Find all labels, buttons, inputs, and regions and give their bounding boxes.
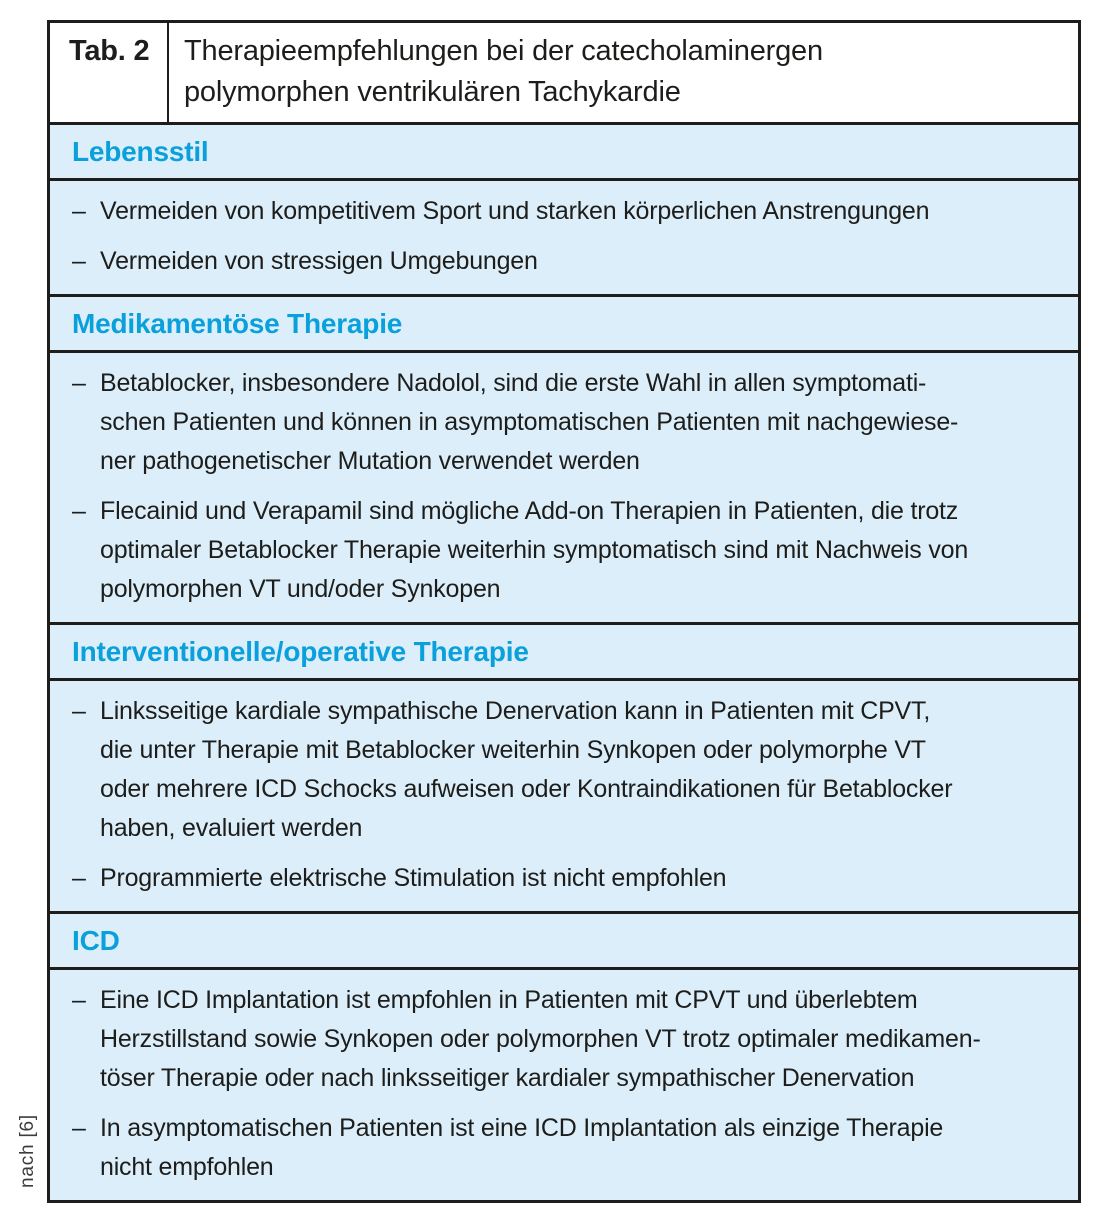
list-item-text bbox=[100, 192, 1062, 231]
list-item bbox=[72, 981, 1062, 1098]
list-item-line: Flecainid und Verapamil sind mögliche Add-on Therapien in Patienten, die trotz bbox=[100, 497, 959, 525]
dash-bullet: – bbox=[72, 247, 86, 275]
section-body-medikamentoese-therapie bbox=[50, 350, 1078, 622]
table-title-line-2: polymorphen ventrikulären Tachykardie bbox=[184, 76, 681, 108]
list-item-line: oder mehrere ICD Schocks aufweisen oder Kontraindikationen für Betablocker bbox=[100, 775, 953, 803]
table-title bbox=[169, 23, 1078, 122]
list-item-text bbox=[100, 859, 1062, 898]
list-item-line: Programmierte elektrische Stimulation ist nicht empfohlen bbox=[100, 864, 727, 892]
list-item-line: polymorphen VT und/oder Synkopen bbox=[100, 575, 501, 603]
list-item-line: die unter Therapie mit Betablocker weiterhin Synkopen oder polymorphe VT bbox=[100, 736, 926, 764]
dash-bullet: – bbox=[72, 369, 86, 397]
list-item bbox=[72, 192, 1062, 231]
list-item bbox=[72, 859, 1062, 898]
dash-bullet: – bbox=[72, 197, 86, 225]
section-header-medikamentoese-therapie: Medikamentöse Therapie bbox=[50, 294, 1078, 350]
table-title-line-1: Therapieempfehlungen bei der catecholaminergen bbox=[184, 35, 823, 67]
list-item-text bbox=[100, 1109, 1062, 1187]
table-label: Tab. 2 bbox=[50, 23, 169, 122]
section-body-icd bbox=[50, 967, 1078, 1200]
list-item-text bbox=[100, 364, 1062, 481]
list-item-line: haben, evaluiert werden bbox=[100, 814, 363, 842]
list-item bbox=[72, 364, 1062, 481]
list-item bbox=[72, 1109, 1062, 1187]
list-item-line: In asymptomatischen Patienten ist eine ICD Implantation als einzige Therapie bbox=[100, 1114, 944, 1142]
list-item-line: optimaler Betablocker Therapie weiterhin symptomatisch sind mit Nachweis von bbox=[100, 536, 969, 564]
list-item bbox=[72, 242, 1062, 281]
list-item-line: ner pathogenetischer Mutation verwendet werden bbox=[100, 447, 640, 475]
source-note: nach [6] bbox=[17, 1113, 38, 1188]
list-item-line: Vermeiden von stressigen Umgebungen bbox=[100, 247, 538, 275]
list-item-text bbox=[100, 981, 1062, 1098]
list-item-line: schen Patienten und können in asymptomatischen Patienten mit nachgewiese- bbox=[100, 408, 959, 436]
section-body-interventionelle-operative-therapie bbox=[50, 678, 1078, 911]
dash-bullet: – bbox=[72, 497, 86, 525]
list-item-text bbox=[100, 692, 1062, 848]
list-item bbox=[72, 692, 1062, 848]
section-header-interventionelle-operative-therapie: Interventionelle/operative Therapie bbox=[50, 622, 1078, 678]
dash-bullet: – bbox=[72, 1114, 86, 1142]
list-item-line: Vermeiden von kompetitivem Sport und starken körperlichen Anstrengungen bbox=[100, 197, 930, 225]
dash-bullet: – bbox=[72, 697, 86, 725]
section-header-icd: ICD bbox=[50, 911, 1078, 967]
list-item-text bbox=[100, 492, 1062, 609]
section-header-lebensstil: Lebensstil bbox=[50, 122, 1078, 178]
list-item-line: Linksseitige kardiale sympathische Denervation kann in Patienten mit CPVT, bbox=[100, 697, 931, 725]
dash-bullet: – bbox=[72, 986, 86, 1014]
list-item-text bbox=[100, 242, 1062, 281]
table-tab2 bbox=[47, 20, 1081, 1203]
list-item bbox=[72, 492, 1062, 609]
section-body-lebensstil bbox=[50, 178, 1078, 294]
list-item-line: Herzstillstand sowie Synkopen oder polymorphen VT trotz optimaler medikamen- bbox=[100, 1025, 981, 1053]
dash-bullet: – bbox=[72, 864, 86, 892]
list-item-line: nicht empfohlen bbox=[100, 1153, 274, 1181]
list-item-line: Eine ICD Implantation ist empfohlen in Patienten mit CPVT und überlebtem bbox=[100, 986, 918, 1014]
table-caption-row bbox=[50, 23, 1078, 122]
list-item-line: töser Therapie oder nach linksseitiger kardialer sympathischer Denervation bbox=[100, 1064, 915, 1092]
list-item-line: Betablocker, insbesondere Nadolol, sind die erste Wahl in allen symptomati- bbox=[100, 369, 927, 397]
